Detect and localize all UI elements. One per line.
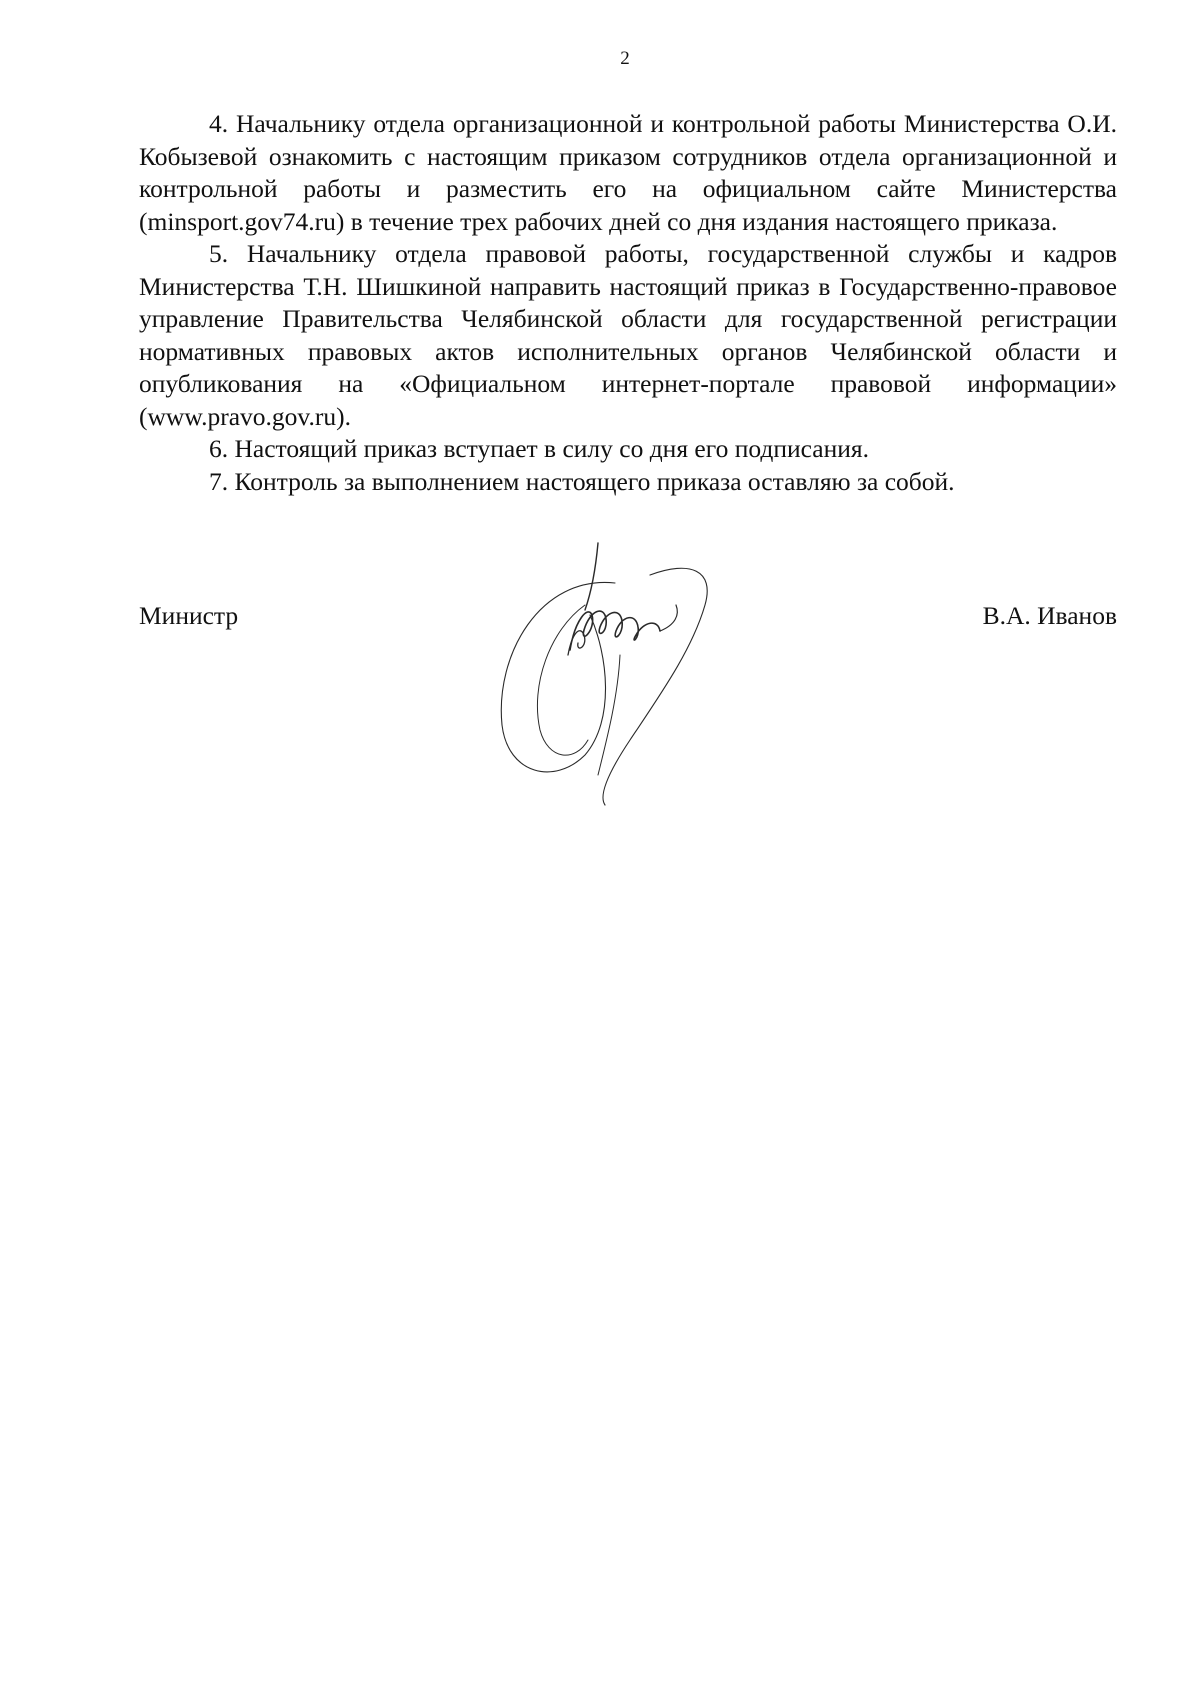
handwritten-signature-icon [480,535,780,825]
paragraph-7: 7. Контроль за выполнением настоящего приказа оставляю за собой. [209,466,955,496]
paragraph-6: 6. Настоящий приказ вступает в силу со дня его подписания. [209,434,869,463]
signer-name: В.А. Иванов [982,601,1117,630]
page-number: 2 [620,48,630,69]
paragraph-5: 5. Начальнику отдела правовой работы, государственной службы и кадров Министерства Т.Н. Шишкиной направить настоящий приказ в Государственно-правовое управление Правительства Челябинской области для государственной регистрации нормативных правовых актов исполнительных органов Челябинской области и опубликования на «Официальном интернет-портале правовой информации» (www.pravo.gov.ru). [139,239,1117,431]
signer-position: Министр [139,601,239,630]
document-body [139,108,1117,498]
paragraph-4: 4. Начальнику отдела организационной и контрольной работы Министерства О.И. Кобызевой ознакомить с настоящим приказом сотрудников отдела организационной и контрольной работы и разместить его на официальном сайте Министерства (minsport.gov74.ru) в течение трех рабочих дней со дня издания настоящего приказа. [139,109,1117,236]
